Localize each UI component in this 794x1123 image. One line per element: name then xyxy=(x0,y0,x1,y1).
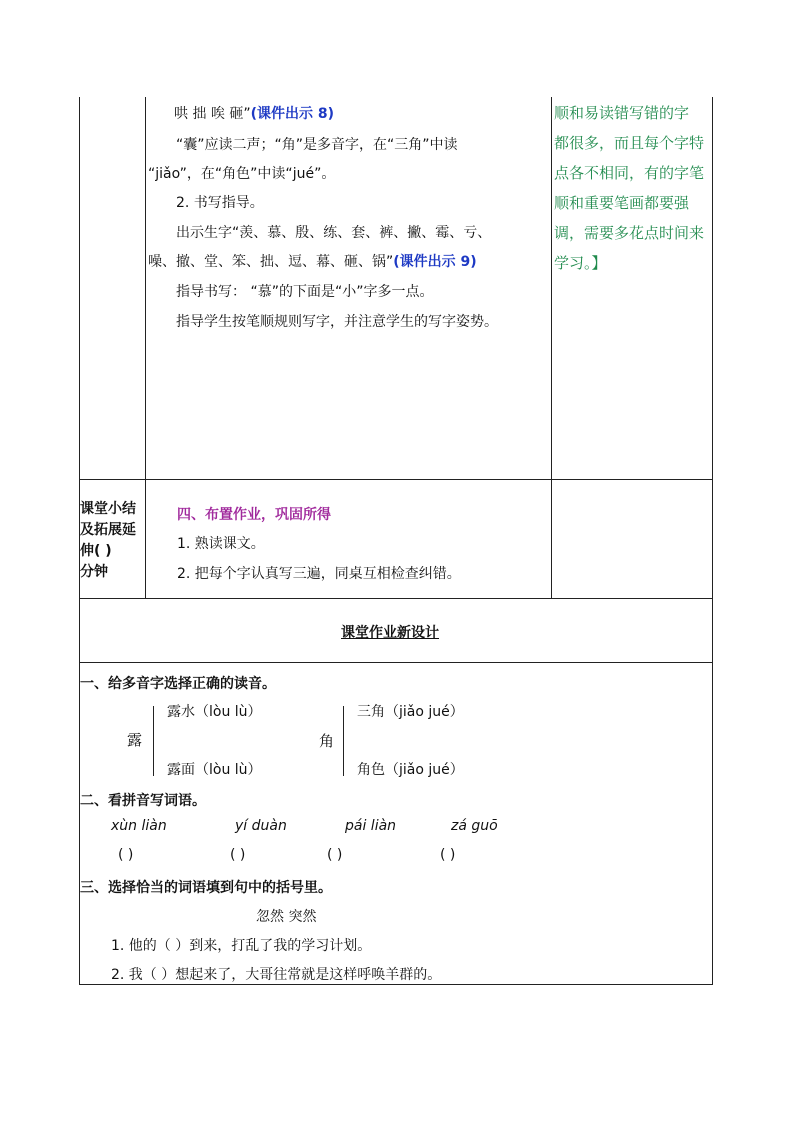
lesson-line-3: “jiǎo”，在“角色”中读“jué”。 xyxy=(148,166,336,182)
q1-char1-option-a: 露水（lòu lù） xyxy=(167,704,262,720)
summary-label-1: 课堂小结 xyxy=(80,501,136,517)
q2-pinyin-2: yí duàn xyxy=(235,818,287,834)
q1-char2-option-b: 角色（jiǎo jué） xyxy=(357,762,464,778)
q2-blank-3[interactable]: ( ) xyxy=(327,847,343,863)
q2-pinyin-4: zá guō xyxy=(451,818,498,834)
q2-blank-1[interactable]: ( ) xyxy=(118,847,134,863)
summary-item-2: 2. 把每个字认真写三遍，同桌互相检查纠错。 xyxy=(177,566,461,582)
column-divider-1 xyxy=(145,97,146,598)
column-divider-2 xyxy=(551,97,552,598)
table-bottom-border xyxy=(79,984,713,985)
lesson-line-8: 指导学生按笔顺规则写字，并注意学生的写字姿势。 xyxy=(176,314,498,330)
summary-label-4: 分钟 xyxy=(80,564,108,580)
note-line-1: 顺和易读错写错的字 xyxy=(554,104,690,122)
q1-brace-1 xyxy=(153,706,164,776)
table-right-border xyxy=(712,97,713,985)
lesson-line-4: 2. 书写指导。 xyxy=(176,195,264,211)
q3-sentence-1: 1. 他的（ ）到来，打乱了我的学习计划。 xyxy=(111,938,372,954)
q3-sentence-2: 2. 我（ ）想起来了，大哥往常就是这样呼唤羊群的。 xyxy=(111,967,442,983)
q1-char1-option-b: 露面（lòu lù） xyxy=(167,762,262,778)
q1-char2-option-a: 三角（jiǎo jué） xyxy=(357,704,464,720)
summary-label-3: 伸( ) xyxy=(80,543,112,559)
q1-char-1: 露 xyxy=(127,731,143,749)
q2-blank-4[interactable]: ( ) xyxy=(440,847,456,863)
note-line-6: 学习。】 xyxy=(554,254,607,272)
lesson-line-1: 哄 拙 唉 砸”(课件出示 8) xyxy=(174,106,335,122)
q3-word-choices: 忽然 突然 xyxy=(256,909,317,925)
row-divider-3 xyxy=(79,662,713,663)
q2-heading: 二、看拼音写词语。 xyxy=(80,793,206,809)
note-line-5: 调，需要多花点时间来 xyxy=(554,224,705,242)
lesson-line-2: “囊”应读二声；“角”是多音字，在“三角”中读 xyxy=(176,137,458,153)
note-line-2: 都很多，而且每个字特 xyxy=(554,134,705,152)
summary-heading: 四、布置作业，巩固所得 xyxy=(177,507,331,523)
summary-label-2: 及拓展延 xyxy=(80,522,136,538)
lesson-line-7: 指导书写： “慕”的下面是“小”字多一点。 xyxy=(176,284,434,300)
summary-item-1: 1. 熟读课文。 xyxy=(177,536,265,552)
note-line-3: 点各不相同，有的字笔 xyxy=(554,164,705,182)
q1-heading: 一、给多音字选择正确的读音。 xyxy=(80,676,276,692)
q2-blank-2[interactable]: ( ) xyxy=(230,847,246,863)
row-divider-2 xyxy=(79,598,713,599)
homework-title: 课堂作业新设计 xyxy=(341,625,439,641)
lesson-line-6: 噪、撤、堂、笨、拙、逗、幕、砸、锅”(课件出示 9) xyxy=(148,254,477,270)
row-divider-1 xyxy=(79,479,713,480)
q2-pinyin-1: xùn liàn xyxy=(111,818,167,834)
q3-heading: 三、选择恰当的词语填到句中的括号里。 xyxy=(80,880,332,896)
lesson-line-5: 出示生字“羡、慕、殷、练、套、裤、撇、霉、亏、 xyxy=(176,225,492,241)
q1-char-2: 角 xyxy=(319,732,335,750)
note-line-4: 顺和重要笔画都要强 xyxy=(554,194,690,212)
q1-brace-2 xyxy=(343,706,354,776)
q2-pinyin-3: pái liàn xyxy=(345,818,397,834)
